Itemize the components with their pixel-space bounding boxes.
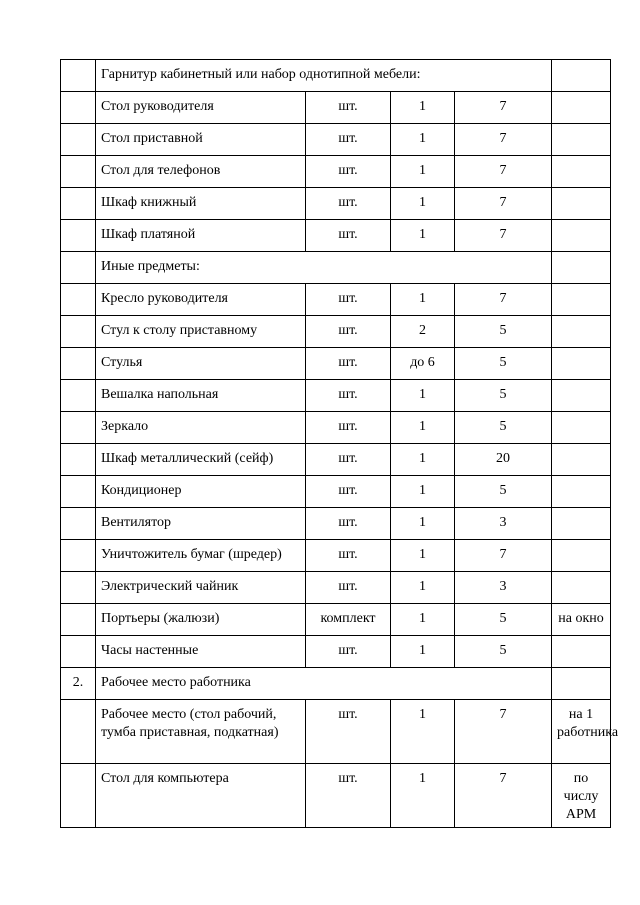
table-row <box>61 572 611 604</box>
quantity-cell: 1 <box>391 572 455 604</box>
table-row <box>61 476 611 508</box>
quantity-cell: 1 <box>391 444 455 476</box>
unit-cell: шт. <box>306 572 391 604</box>
quantity-cell: 1 <box>391 604 455 636</box>
row-number-cell <box>61 284 96 316</box>
quantity-cell: 1 <box>391 156 455 188</box>
item-name-cell: Стол руководителя <box>96 92 306 124</box>
item-name-cell: Портьеры (жалюзи) <box>96 604 306 636</box>
table-row <box>61 540 611 572</box>
item-name-cell: Стол для телефонов <box>96 156 306 188</box>
row-number-cell <box>61 444 96 476</box>
item-name-cell: Вентилятор <box>96 508 306 540</box>
unit-cell: шт. <box>306 700 391 764</box>
table-row <box>61 508 611 540</box>
note-cell <box>552 156 611 188</box>
row-number-cell <box>61 380 96 412</box>
unit-cell: шт. <box>306 188 391 220</box>
note-cell <box>552 220 611 252</box>
quantity-cell: 1 <box>391 764 455 828</box>
service-life-cell: 7 <box>455 124 552 156</box>
item-name-cell: Стулья <box>96 348 306 380</box>
item-name-cell: Уничтожитель бумаг (шредер) <box>96 540 306 572</box>
unit-cell: шт. <box>306 316 391 348</box>
quantity-cell: 1 <box>391 284 455 316</box>
unit-cell: шт. <box>306 220 391 252</box>
quantity-cell: 1 <box>391 700 455 764</box>
quantity-cell: 1 <box>391 124 455 156</box>
service-life-cell: 3 <box>455 572 552 604</box>
unit-cell: комплект <box>306 604 391 636</box>
quantity-cell: 1 <box>391 636 455 668</box>
note-cell <box>552 60 611 92</box>
unit-cell: шт. <box>306 156 391 188</box>
unit-cell: шт. <box>306 764 391 828</box>
item-name-cell: Рабочее место (стол рабочий, тумба приставная, подкатная) <box>96 700 306 764</box>
unit-cell: шт. <box>306 476 391 508</box>
item-name-cell: Стол для компьютера <box>96 764 306 828</box>
quantity-cell: 1 <box>391 188 455 220</box>
note-cell <box>552 188 611 220</box>
table-row <box>61 92 611 124</box>
row-number-cell <box>61 604 96 636</box>
note-cell <box>552 348 611 380</box>
note-cell <box>552 284 611 316</box>
row-number-cell <box>61 92 96 124</box>
row-number-cell <box>61 764 96 828</box>
item-name-cell: Кондиционер <box>96 476 306 508</box>
section-heading-cell: Гарнитур кабинетный или набор однотипной мебели: <box>96 60 552 92</box>
service-life-cell: 5 <box>455 604 552 636</box>
note-cell <box>552 412 611 444</box>
furniture-norms-table <box>60 59 619 828</box>
service-life-cell: 7 <box>455 540 552 572</box>
service-life-cell: 5 <box>455 636 552 668</box>
table-row <box>61 380 611 412</box>
table-row <box>61 700 611 764</box>
table-row <box>61 412 611 444</box>
note-cell <box>552 572 611 604</box>
row-number-cell: 2. <box>61 668 96 700</box>
unit-cell: шт. <box>306 508 391 540</box>
note-cell: по числу АРМ <box>552 764 611 828</box>
unit-cell: шт. <box>306 348 391 380</box>
note-cell <box>552 444 611 476</box>
unit-cell: шт. <box>306 636 391 668</box>
item-name-cell: Вешалка напольная <box>96 380 306 412</box>
row-number-cell <box>61 540 96 572</box>
unit-cell: шт. <box>306 540 391 572</box>
row-number-cell <box>61 316 96 348</box>
quantity-cell: до 6 <box>391 348 455 380</box>
note-cell <box>552 636 611 668</box>
row-number-cell <box>61 60 96 92</box>
service-life-cell: 7 <box>455 188 552 220</box>
table-row <box>61 220 611 252</box>
unit-cell: шт. <box>306 380 391 412</box>
note-cell <box>552 380 611 412</box>
service-life-cell: 7 <box>455 220 552 252</box>
note-cell <box>552 668 611 700</box>
row-number-cell <box>61 220 96 252</box>
row-number-cell <box>61 412 96 444</box>
quantity-cell: 1 <box>391 380 455 412</box>
service-life-cell: 5 <box>455 476 552 508</box>
note-cell <box>552 252 611 284</box>
table-row <box>61 316 611 348</box>
table-row <box>61 764 611 828</box>
note-cell: на 1 работника <box>552 700 611 764</box>
table-row <box>61 444 611 476</box>
item-name-cell: Зеркало <box>96 412 306 444</box>
quantity-cell: 1 <box>391 220 455 252</box>
item-name-cell: Шкаф платяной <box>96 220 306 252</box>
row-number-cell <box>61 252 96 284</box>
service-life-cell: 7 <box>455 156 552 188</box>
item-name-cell: Часы настенные <box>96 636 306 668</box>
row-number-cell <box>61 508 96 540</box>
row-number-cell <box>61 156 96 188</box>
note-cell <box>552 476 611 508</box>
row-number-cell <box>61 476 96 508</box>
quantity-cell: 1 <box>391 412 455 444</box>
service-life-cell: 5 <box>455 380 552 412</box>
service-life-cell: 7 <box>455 700 552 764</box>
section-heading-cell: Рабочее место работника <box>96 668 552 700</box>
table-row <box>61 252 611 284</box>
note-cell <box>552 92 611 124</box>
note-cell <box>552 316 611 348</box>
row-number-cell <box>61 572 96 604</box>
service-life-cell: 5 <box>455 412 552 444</box>
table-row <box>61 668 611 700</box>
row-number-cell <box>61 636 96 668</box>
row-number-cell <box>61 124 96 156</box>
note-cell <box>552 124 611 156</box>
quantity-cell: 1 <box>391 476 455 508</box>
service-life-cell: 5 <box>455 316 552 348</box>
table-row <box>61 60 611 92</box>
service-life-cell: 5 <box>455 348 552 380</box>
quantity-cell: 2 <box>391 316 455 348</box>
service-life-cell: 7 <box>455 92 552 124</box>
unit-cell: шт. <box>306 92 391 124</box>
table-row <box>61 604 611 636</box>
table-row <box>61 636 611 668</box>
unit-cell: шт. <box>306 124 391 156</box>
note-cell: на окно <box>552 604 611 636</box>
item-name-cell: Шкаф металлический (сейф) <box>96 444 306 476</box>
table-row <box>61 124 611 156</box>
service-life-cell: 7 <box>455 284 552 316</box>
row-number-cell <box>61 188 96 220</box>
table-row <box>61 284 611 316</box>
table-row <box>61 348 611 380</box>
table-row <box>61 156 611 188</box>
service-life-cell: 7 <box>455 764 552 828</box>
section-heading-cell: Иные предметы: <box>96 252 552 284</box>
item-name-cell: Стол приставной <box>96 124 306 156</box>
item-name-cell: Кресло руководителя <box>96 284 306 316</box>
quantity-cell: 1 <box>391 508 455 540</box>
table-row <box>61 188 611 220</box>
row-number-cell <box>61 348 96 380</box>
quantity-cell: 1 <box>391 92 455 124</box>
item-name-cell: Стул к столу приставному <box>96 316 306 348</box>
note-cell <box>552 540 611 572</box>
row-number-cell <box>61 700 96 764</box>
note-cell <box>552 508 611 540</box>
unit-cell: шт. <box>306 284 391 316</box>
item-name-cell: Электрический чайник <box>96 572 306 604</box>
quantity-cell: 1 <box>391 540 455 572</box>
service-life-cell: 20 <box>455 444 552 476</box>
unit-cell: шт. <box>306 444 391 476</box>
item-name-cell: Шкаф книжный <box>96 188 306 220</box>
unit-cell: шт. <box>306 412 391 444</box>
service-life-cell: 3 <box>455 508 552 540</box>
